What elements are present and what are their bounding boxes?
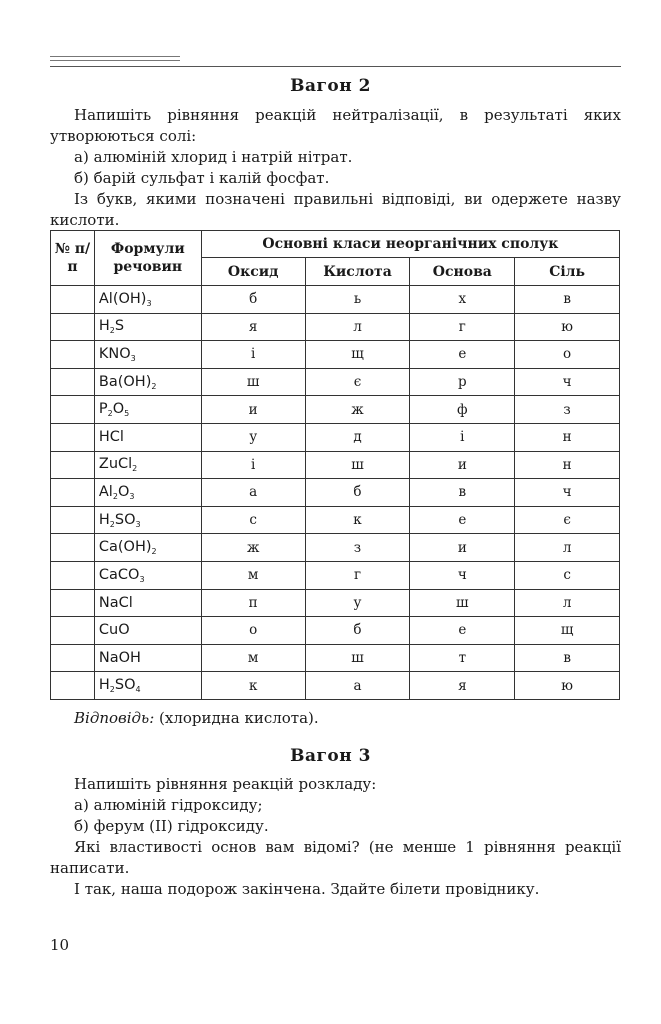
formula-part: O (117, 483, 130, 500)
row-number-cell (51, 479, 95, 507)
wagon3-question: Які властивості основ вам відомі? (не менше 1 рівняння реакції написати. (50, 838, 621, 877)
formula-subscript: 2 (151, 381, 157, 391)
formula-part: Ca(OH) (98, 539, 152, 556)
table-row (51, 506, 620, 534)
table-row (51, 286, 620, 314)
letter-cell: т (410, 644, 515, 672)
wagon2-title: Вагон 2 (290, 76, 371, 96)
letter-cell: і (410, 423, 515, 451)
row-number-cell (51, 589, 95, 617)
letter-cell: в (515, 644, 620, 672)
table-row (51, 561, 620, 589)
table-row (51, 617, 620, 645)
letter-cell: л (515, 534, 620, 562)
formula-subscript: 2 (151, 547, 157, 557)
formula-subscript: 2 (112, 491, 118, 501)
table-row (51, 534, 620, 562)
letter-cell: я (410, 672, 515, 700)
formula-subscript: 3 (129, 491, 135, 501)
formula-cell (94, 506, 201, 534)
row-number-cell (51, 451, 95, 479)
table-row (51, 479, 620, 507)
formula-part: H (98, 677, 110, 694)
letter-cell: с (201, 506, 305, 534)
row-number-cell (51, 617, 95, 645)
row-number-cell (51, 341, 95, 369)
formula-cell (94, 423, 201, 451)
row-number-cell (51, 396, 95, 424)
formula-cell (94, 479, 201, 507)
letter-cell: у (201, 423, 305, 451)
formula-part: H (98, 511, 110, 528)
formula-part: H (98, 318, 110, 335)
formula-subscript: 2 (109, 685, 115, 695)
letter-cell: б (305, 617, 410, 645)
formula-part: Ba(OH) (98, 373, 152, 390)
table-row (51, 644, 620, 672)
wagon3-title: Вагон 3 (290, 746, 371, 766)
letter-cell: щ (515, 617, 620, 645)
letter-cell: ш (305, 451, 410, 479)
letter-cell: ф (410, 396, 515, 424)
letter-cell: а (201, 479, 305, 507)
header-col-acid: Кислота (305, 258, 410, 286)
letter-cell: л (515, 589, 620, 617)
letter-cell: з (305, 534, 410, 562)
letter-cell: ч (515, 479, 620, 507)
header-rule-main (50, 66, 621, 67)
formula-subscript: 3 (135, 519, 141, 529)
table-row (51, 313, 620, 341)
header-classes: Основні класи неорганічних сполук (201, 231, 619, 258)
letter-cell: ю (515, 313, 620, 341)
page-number: 10 (50, 936, 70, 954)
wagon2-item-a: а) алюміній хлорид і натрій нітрат. (74, 148, 353, 166)
formula-part: Al(OH) (98, 290, 147, 307)
table-row (51, 368, 620, 396)
formula-cell (94, 368, 201, 396)
header-rule-short-1 (50, 56, 180, 57)
formula-part: S (114, 318, 125, 335)
letter-cell: б (305, 479, 410, 507)
formula-cell (94, 341, 201, 369)
letter-cell: ж (201, 534, 305, 562)
letter-cell: н (515, 423, 620, 451)
letter-cell: н (515, 451, 620, 479)
row-number-cell (51, 644, 95, 672)
letter-cell: д (305, 423, 410, 451)
formula-part: HCl (98, 429, 124, 446)
formula-part: ZuCl (98, 456, 133, 473)
wagon3-closing: І так, наша подорож закінчена. Здайте білети провіднику. (74, 880, 540, 898)
formula-cell (94, 561, 201, 589)
header-col-salt: Сіль (515, 258, 620, 286)
wagon2-hint: Із букв, якими позначені правильні відповіді, ви одержете назву кислоти. (50, 190, 621, 229)
wagon3-item-a: а) алюміній гідроксиду; (74, 796, 263, 814)
formula-part: NaOH (98, 650, 141, 667)
row-number-cell (51, 423, 95, 451)
row-number-cell (51, 561, 95, 589)
letter-cell: м (201, 644, 305, 672)
formula-subscript: 3 (139, 574, 145, 584)
formula-part: KNO (98, 345, 131, 362)
table-row (51, 451, 620, 479)
formula-cell (94, 396, 201, 424)
letter-cell: є (305, 368, 410, 396)
letter-cell: е (410, 341, 515, 369)
wagon3-item-b: б) ферум (ІІ) гідроксиду. (74, 817, 269, 835)
letter-cell: г (410, 313, 515, 341)
row-number-cell (51, 506, 95, 534)
row-number-cell (51, 534, 95, 562)
formula-cell (94, 286, 201, 314)
letter-cell: п (201, 589, 305, 617)
formula-part: CuO (98, 622, 130, 639)
letter-cell: і (201, 341, 305, 369)
letter-cell: р (410, 368, 515, 396)
answer-text: (хлоридна кислота). (154, 709, 319, 727)
letter-cell: о (201, 617, 305, 645)
formula-part: O (112, 401, 125, 418)
row-number-cell (51, 672, 95, 700)
letter-cell: с (515, 561, 620, 589)
letter-cell: е (410, 617, 515, 645)
table-row (51, 396, 620, 424)
letter-cell: к (305, 506, 410, 534)
letter-cell: є (515, 506, 620, 534)
formula-subscript: 2 (107, 409, 113, 419)
letter-cell: х (410, 286, 515, 314)
letter-cell: и (410, 534, 515, 562)
formula-cell (94, 617, 201, 645)
letter-cell: в (410, 479, 515, 507)
letter-cell: а (305, 672, 410, 700)
answer (74, 708, 319, 729)
table-row (51, 423, 620, 451)
letter-cell: л (305, 313, 410, 341)
row-number-cell (51, 313, 95, 341)
letter-cell: г (305, 561, 410, 589)
row-number-cell (51, 286, 95, 314)
letter-cell: о (515, 341, 620, 369)
letter-cell: е (410, 506, 515, 534)
header-rule-short-2 (50, 60, 180, 61)
letter-cell: я (201, 313, 305, 341)
letter-cell: б (201, 286, 305, 314)
letter-cell: ж (305, 396, 410, 424)
wagon2-item-b: б) барій сульфат і калій фосфат. (74, 169, 330, 187)
formula-subscript: 2 (109, 326, 115, 336)
header-number: № п/п (51, 231, 95, 286)
formula-part: SO (114, 677, 136, 694)
classes-table (50, 230, 620, 700)
letter-cell: ч (515, 368, 620, 396)
header-formula: Формули речовин (94, 231, 201, 286)
row-number-cell (51, 368, 95, 396)
table-row (51, 672, 620, 700)
answer-label: Відповідь: (74, 709, 155, 727)
letter-cell: и (410, 451, 515, 479)
formula-subscript: 3 (130, 353, 136, 363)
formula-subscript: 4 (135, 685, 141, 695)
formula-cell (94, 313, 201, 341)
letter-cell: в (515, 286, 620, 314)
header-col-base: Основа (410, 258, 515, 286)
formula-part: SO (114, 511, 136, 528)
letter-cell: к (201, 672, 305, 700)
formula-subscript: 2 (132, 464, 138, 474)
letter-cell: ш (410, 589, 515, 617)
formula-subscript: 3 (146, 298, 152, 308)
formula-cell (94, 644, 201, 672)
letter-cell: ч (410, 561, 515, 589)
letter-cell: щ (305, 341, 410, 369)
letter-cell: і (201, 451, 305, 479)
formula-subscript: 2 (109, 519, 115, 529)
formula-subscript: 5 (124, 409, 130, 419)
table-row (51, 589, 620, 617)
wagon3-task: Напишіть рівняння реакцій розкладу: (74, 775, 377, 793)
letter-cell: з (515, 396, 620, 424)
letter-cell: ш (305, 644, 410, 672)
letter-cell: м (201, 561, 305, 589)
formula-part: P (98, 401, 108, 418)
table-body (51, 286, 620, 700)
letter-cell: у (305, 589, 410, 617)
table-row (51, 341, 620, 369)
formula-part: Al (98, 483, 113, 500)
formula-cell (94, 451, 201, 479)
header-col-oxide: Оксид (201, 258, 305, 286)
formula-part: CaCO (98, 566, 140, 583)
letter-cell: ю (515, 672, 620, 700)
letter-cell: ь (305, 286, 410, 314)
formula-part: NaCl (98, 594, 133, 611)
formula-cell (94, 534, 201, 562)
formula-cell (94, 672, 201, 700)
letter-cell: ш (201, 368, 305, 396)
formula-cell (94, 589, 201, 617)
letter-cell: и (201, 396, 305, 424)
wagon2-task: Напишіть рівняння реакцій нейтралізації, в результаті яких утворюються солі: (50, 106, 621, 145)
